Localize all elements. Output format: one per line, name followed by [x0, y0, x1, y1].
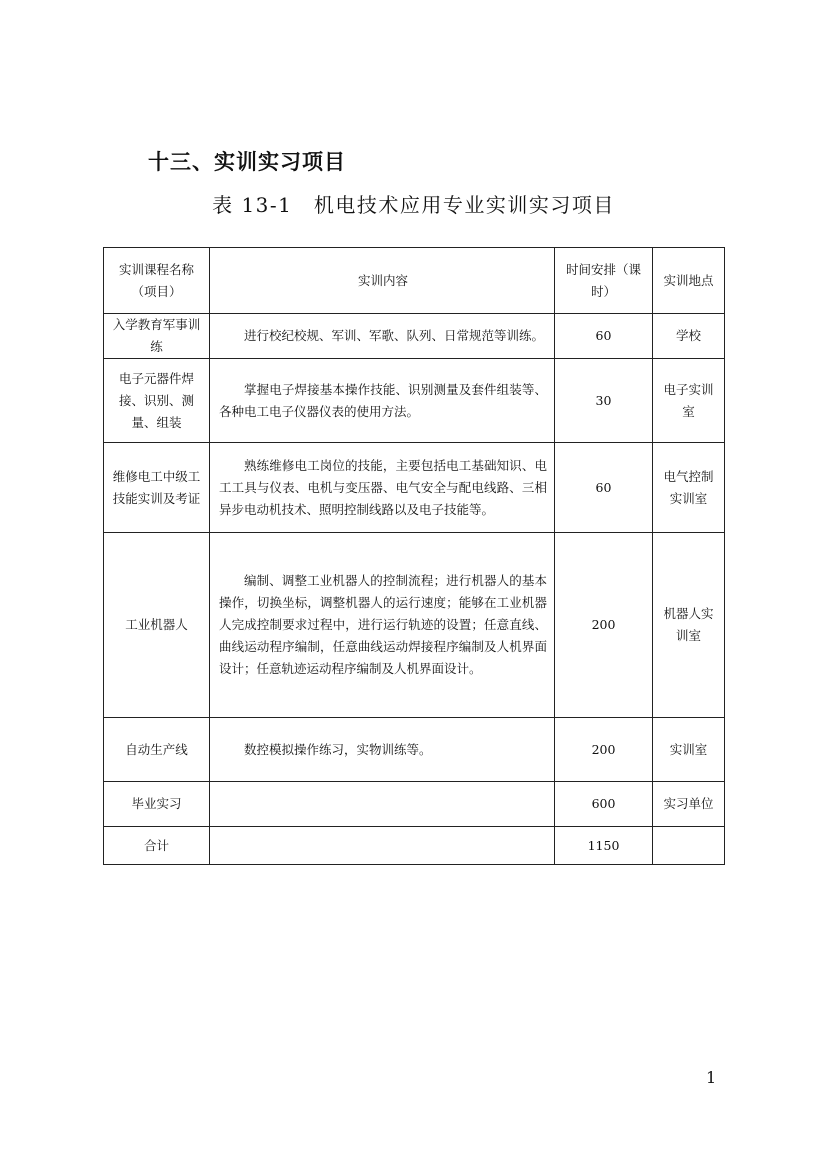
content-cell: 熟练维修电工岗位的技能，主要包括电工基础知识、电工工具与仪表、电机与变压器、电气安全与配电线路、三相异步电动机技术、照明控制线路以及电子技能等。: [210, 443, 555, 533]
table-row: [104, 443, 725, 533]
hours-cell: 200: [555, 718, 653, 782]
hours-cell: 30: [555, 359, 653, 443]
content-cell: [210, 782, 555, 827]
table-row: [104, 718, 725, 782]
section-heading: 十三、实训实习项目: [148, 150, 346, 174]
table-row: [104, 359, 725, 443]
location-cell: 实习单位: [653, 782, 725, 827]
hours-cell: 600: [555, 782, 653, 827]
course-name-cell: 电子元器件焊接、识别、测量、组装: [104, 359, 210, 443]
hours-cell: 200: [555, 533, 653, 718]
header-course-name: 实训课程名称（项目）: [104, 248, 210, 314]
location-cell: 实训室: [653, 718, 725, 782]
table-total-row: [104, 827, 725, 865]
course-name-cell: 入学教育军事训练: [104, 314, 210, 359]
location-cell: 电子实训室: [653, 359, 725, 443]
page-number: 1: [706, 1068, 717, 1087]
content-cell: 编制、调整工业机器人的控制流程；进行机器人的基本操作，切换坐标，调整机器人的运行速度；能够在工业机器人完成控制要求过程中，进行运行轨迹的设置；任意直线、曲线运动程序编制，任意曲线运动焊接程序编制及人机界面设计；任意轨迹运动程序编制及人机界面设计。: [210, 533, 555, 718]
content-cell: 数控模拟操作练习，实物训练等。: [210, 718, 555, 782]
header-location: 实训地点: [653, 248, 725, 314]
course-name-cell: 维修电工中级工技能实训及考证: [104, 443, 210, 533]
location-cell: 学校: [653, 314, 725, 359]
content-cell: 掌握电子焊接基本操作技能、识别测量及套件组装等、各种电工电子仪器仪表的使用方法。: [210, 359, 555, 443]
table-header-row: [104, 248, 725, 314]
table-caption: 表 13-1 机电技术应用专业实训实习项目: [212, 193, 615, 217]
table-row: [104, 782, 725, 827]
course-name-cell: 毕业实习: [104, 782, 210, 827]
content-cell: [210, 827, 555, 865]
table-row: [104, 314, 725, 359]
course-name-cell: 自动生产线: [104, 718, 210, 782]
header-content: 实训内容: [210, 248, 555, 314]
training-table: [103, 247, 725, 865]
header-hours: 时间安排（课时）: [555, 248, 653, 314]
total-label-cell: 合计: [104, 827, 210, 865]
location-cell: 电气控制实训室: [653, 443, 725, 533]
hours-cell: 60: [555, 314, 653, 359]
total-hours-cell: 1150: [555, 827, 653, 865]
location-cell: 机器人实训室: [653, 533, 725, 718]
table-row: [104, 533, 725, 718]
content-cell: 进行校纪校规、军训、军歌、队列、日常规范等训练。: [210, 314, 555, 359]
hours-cell: 60: [555, 443, 653, 533]
location-cell: [653, 827, 725, 865]
course-name-cell: 工业机器人: [104, 533, 210, 718]
